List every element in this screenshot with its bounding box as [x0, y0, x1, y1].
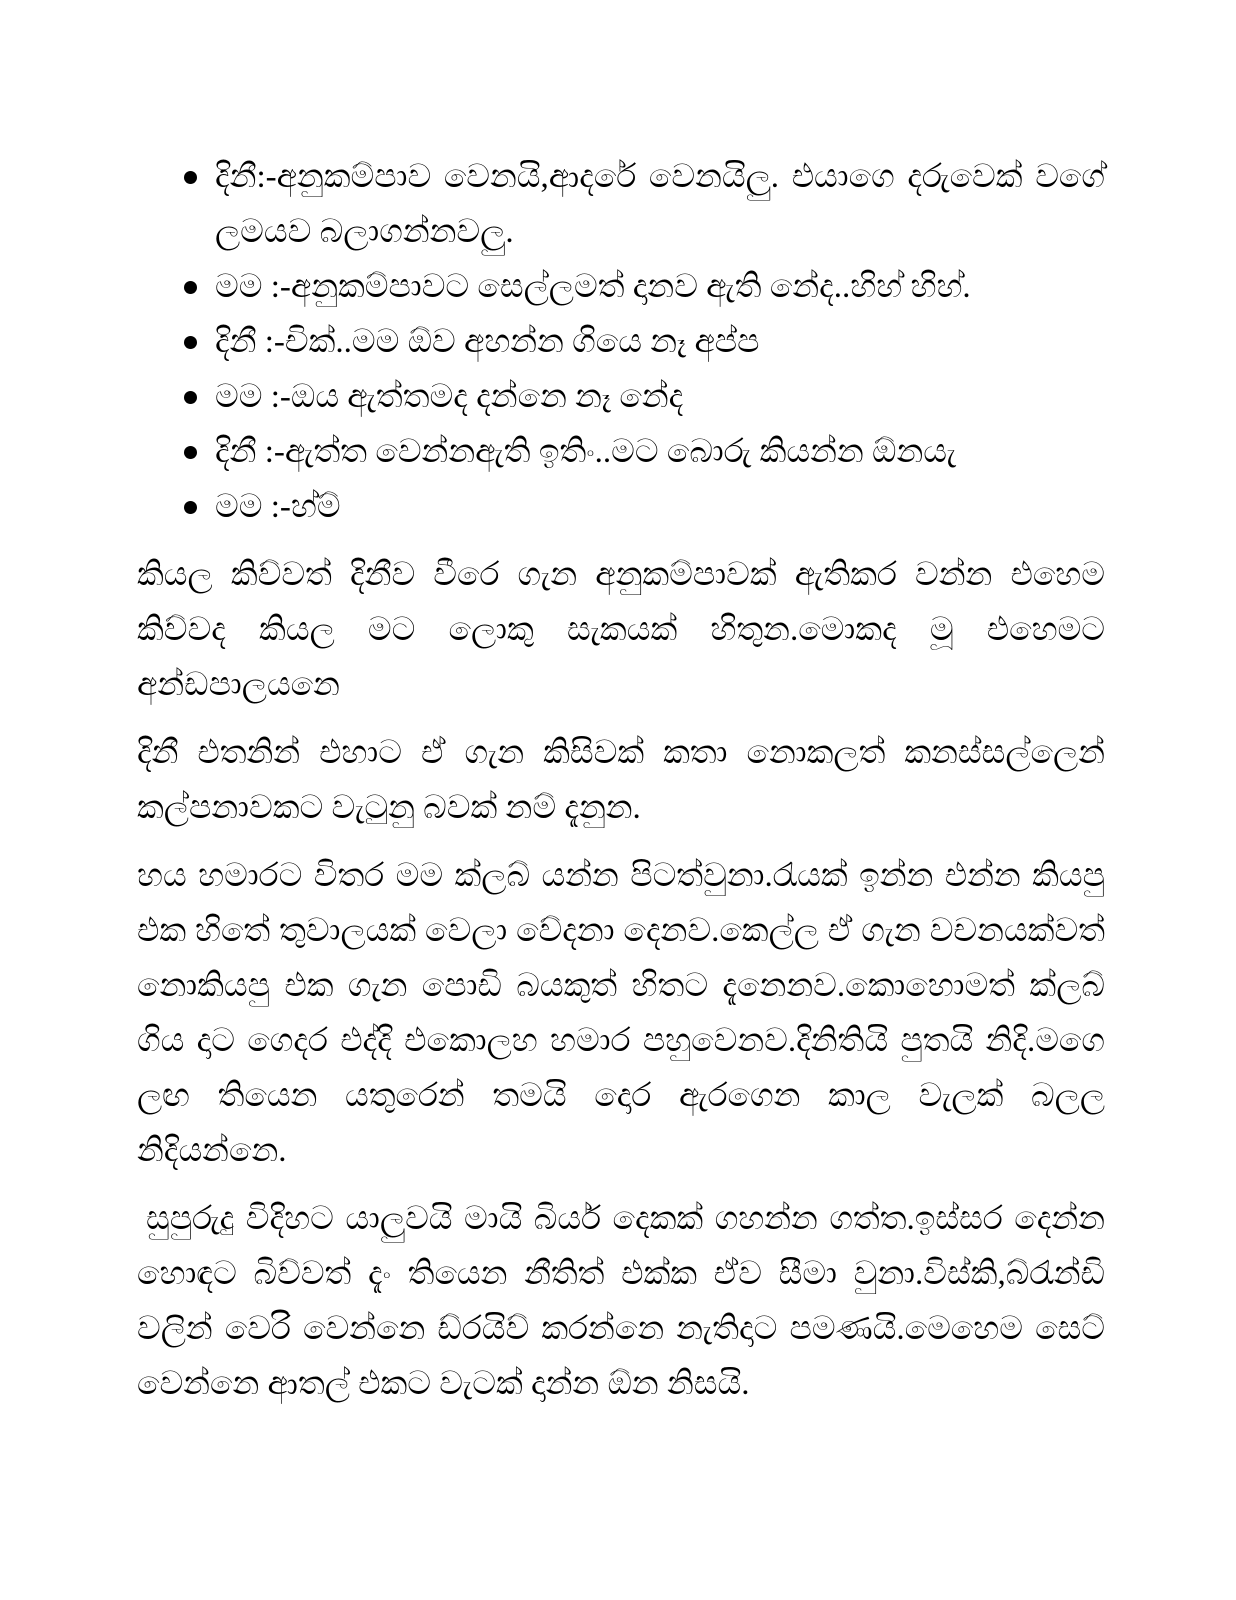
- dialogue-line-text: දිනී:-අනුකම්පාව වෙනයි,ආදරේ වෙනයිලු. එයාගෙ දරුවෙක් වගේ ලමයව බලාගන්නවලු.: [215, 159, 1105, 250]
- dialogue-line: [137, 425, 1105, 480]
- bullet-icon: [184, 336, 197, 349]
- bullet-icon: [184, 171, 197, 184]
- dialogue-line: [137, 370, 1105, 425]
- bullet-icon: [184, 391, 197, 404]
- bullet-icon: [184, 446, 197, 459]
- bullet-icon: [184, 281, 197, 294]
- dialogue-line: [137, 480, 1105, 535]
- dialogue-line-text: මම :-හ්ම්: [215, 489, 341, 525]
- paragraph: හය හමාරට විතර මම ක්ලබ් යන්න පිටත්වුනා.රැයක් ඉන්න එන්න කියපු එක හිතේ තුවාලයක් වෙලා වේදනා දෙනව.කෙල්ල ඒ ගැන වචනයක්වත් නොකියපු එක ගැන පොඩි බයකුත් හිතට දැනෙනව.කොහොමත් ක්ලබ් ගිය දාට ගෙදර එද්දි එකොලහ හමාර පහුවෙනව.දිනිතියි පුතයි නිදි.මගෙ ලඟ තියෙන යතුරෙන් තමයි දොර ඇරගෙන කාල වැලක් බලල නිදියන්නෙ.: [137, 858, 1105, 1169]
- bullet-icon: [184, 501, 197, 514]
- dialogue-line-text: මම :-අනුකම්පාවට සෙල්ලමත් දානව ඇති නේද..හිහ් හිහ්.: [215, 269, 971, 305]
- dialogue-line: [137, 150, 1105, 260]
- document-page: [137, 150, 1105, 1412]
- paragraph: කියල කිව්වත් දිනීව වීරෙ ගැන අනුකම්පාවක් ඇතිකර වන්න එහෙම කිව්වද කියල මට ලොකු සැකයක් හිතුන.මොකද මූ එහෙමට අන්ඩපාලයනෙ: [137, 557, 1105, 703]
- paragraph: දිනී එතනින් එහාට ඒ ගැන කිසිවක් කතා නොකලත් කනස්සල්ලෙන් කල්පනාවකට වැටුනු බවක් නම් දැනුන.: [137, 735, 1105, 826]
- dialogue-line-text: මම :-ඔය ඇත්තමද දන්නෙ නෑ නේද: [215, 379, 684, 415]
- dialogue-line: [137, 315, 1105, 370]
- dialogue-line-text: දිනී :-චික්..මම ඕව අහන්න ගියෙ නෑ අප්ප: [215, 324, 760, 360]
- dialogue-line: [137, 260, 1105, 315]
- paragraph: සුපුරුදු විදිහට යාලුවයි මායි බියර් දෙකක් ගහන්න ගත්ත.ඉස්සර දෙන්න හොඳට බිව්වත් දැං තියෙන නීතිත් එක්ක ඒව සීමා වුනා.විස්කි,බ්රැන්ඩි වලින් වෙරි වෙන්නෙ ඩ්රයිව් කරන්නෙ නැතිදාට පමණයි.මෙහෙම සෙට් වෙන්නෙ ආතල් එකට වැටක් දාන්න ඕන නිසයි.: [137, 1201, 1105, 1402]
- dialogue-list: [137, 150, 1105, 535]
- dialogue-line-text: දිනී :-ඇත්ත වෙන්නඇති ඉතිං..මට බොරු කියන්න ඕනයැ: [215, 434, 957, 470]
